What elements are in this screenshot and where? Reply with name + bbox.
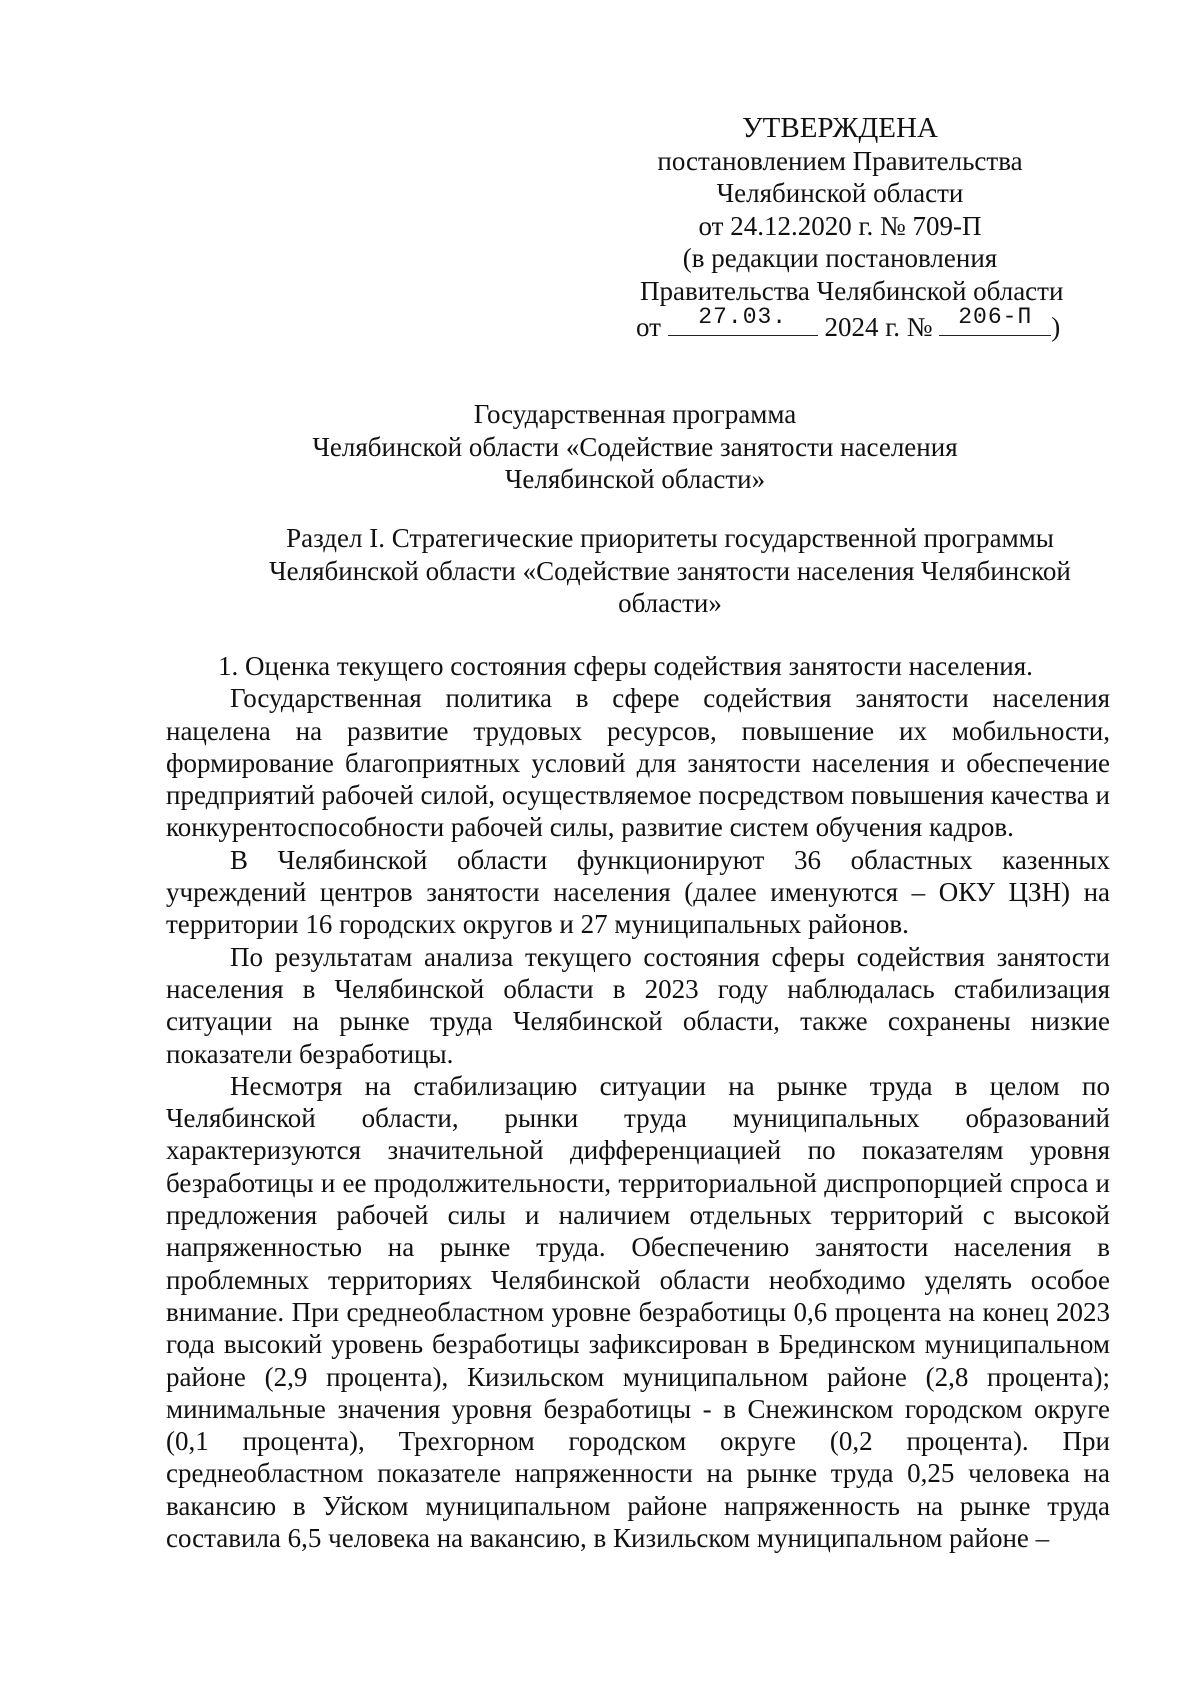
year-text: 2024 г. № [824,312,933,342]
approval-line: (в редакции постановления [682,243,998,273]
amendment-date: 27.03. [698,304,788,330]
section-heading-line: Раздел I. Стратегические приоритеты государственной программы [286,523,1054,553]
paragraph: Несмотря на стабилизацию ситуации на рынке труда в целом по Челябинской области, рынки труда муниципальных образований характеризуются значительной дифференциацией по показателям уровня безработицы и ее продолжительности, территориальной диспропорцией спроса и предложения рабочей силы и наличием отдельных территорий с высокой напряженностью на рынке труда. Обеспечению занятости населения в проблемных территориях Челябинской области необходимо уделять особое внимание. При среднеобластном уровне безработицы 0,6 процента на конец 2023 года высокий уровень безработицы зафиксирован в Брединском муниципальном районе (2,9 процента), Кизильском муниципальном районе (2,8 процента); минимальные значения уровня безработицы - в Снежинском городском округе (0,1 процента), Трехгорном городском округе (0,2 процента). При среднеобластном показателе напряженности на рынке труда 0,25 человека на вакансию в Уйском муниципальном районе напряженность на рынке труда составила 6,5 человека на вакансию, в Кизильском муниципальном районе – [166,1070,1110,1554]
approval-line: Правительства Челябинской области [640,275,1064,306]
paragraph: По результатам анализа текущего состояния сферы содействия занятости населения в Челябинской области в 2023 году наблюдалась стабилизация ситуации на рынке труда Челябинской области, также сохранены низкие показатели безработицы. [166,941,1110,1069]
closing-paren: ) [1051,312,1061,342]
approval-stamp [636,112,1064,344]
section-heading [240,522,1100,620]
approval-title: УТВЕРЖДЕНА [742,112,938,144]
program-title-line: Челябинской области» [504,464,766,494]
program-title-line: Челябинской области «Содействие занятости населения [312,431,958,462]
amendment-number: 206-П [958,304,1033,330]
approval-line: от 24.12.2020 г. № 709-П [698,210,982,241]
section-heading-line: области» [618,588,722,618]
date-blank [668,304,818,336]
date-prefix: от [636,312,661,342]
amendment-date-line [636,304,1061,344]
body-text [166,650,1110,1554]
paragraph: Государственная политика в сфере содействия занятости населения нацелена на развитие трудовых ресурсов, повышение их мобильности, формирование благоприятных условий для занятости населения и обеспечение предприятий рабочей силой, осуществляемое посредством повышения качества и конкурентоспособности рабочей силы, развитие систем обучения кадров. [166,683,1110,843]
subsection-heading: 1. Оценка текущего состояния сферы содействия занятости населения. [218,651,1033,681]
section-heading-line: Челябинской области «Содействие занятости населения Челябинской [269,555,1071,586]
program-title [175,398,1095,496]
number-blank [939,304,1051,336]
paragraph: В Челябинской области функционируют 36 областных казенных учреждений центров занятости населения (далее именуются – ОКУ ЦЗН) на территории 16 городских округов и 27 муниципальных районов. [166,844,1110,940]
approval-line: Челябинской области [716,178,964,208]
program-title-line: Государственная программа [473,399,797,429]
approval-line: постановлением Правительства [657,145,1023,176]
